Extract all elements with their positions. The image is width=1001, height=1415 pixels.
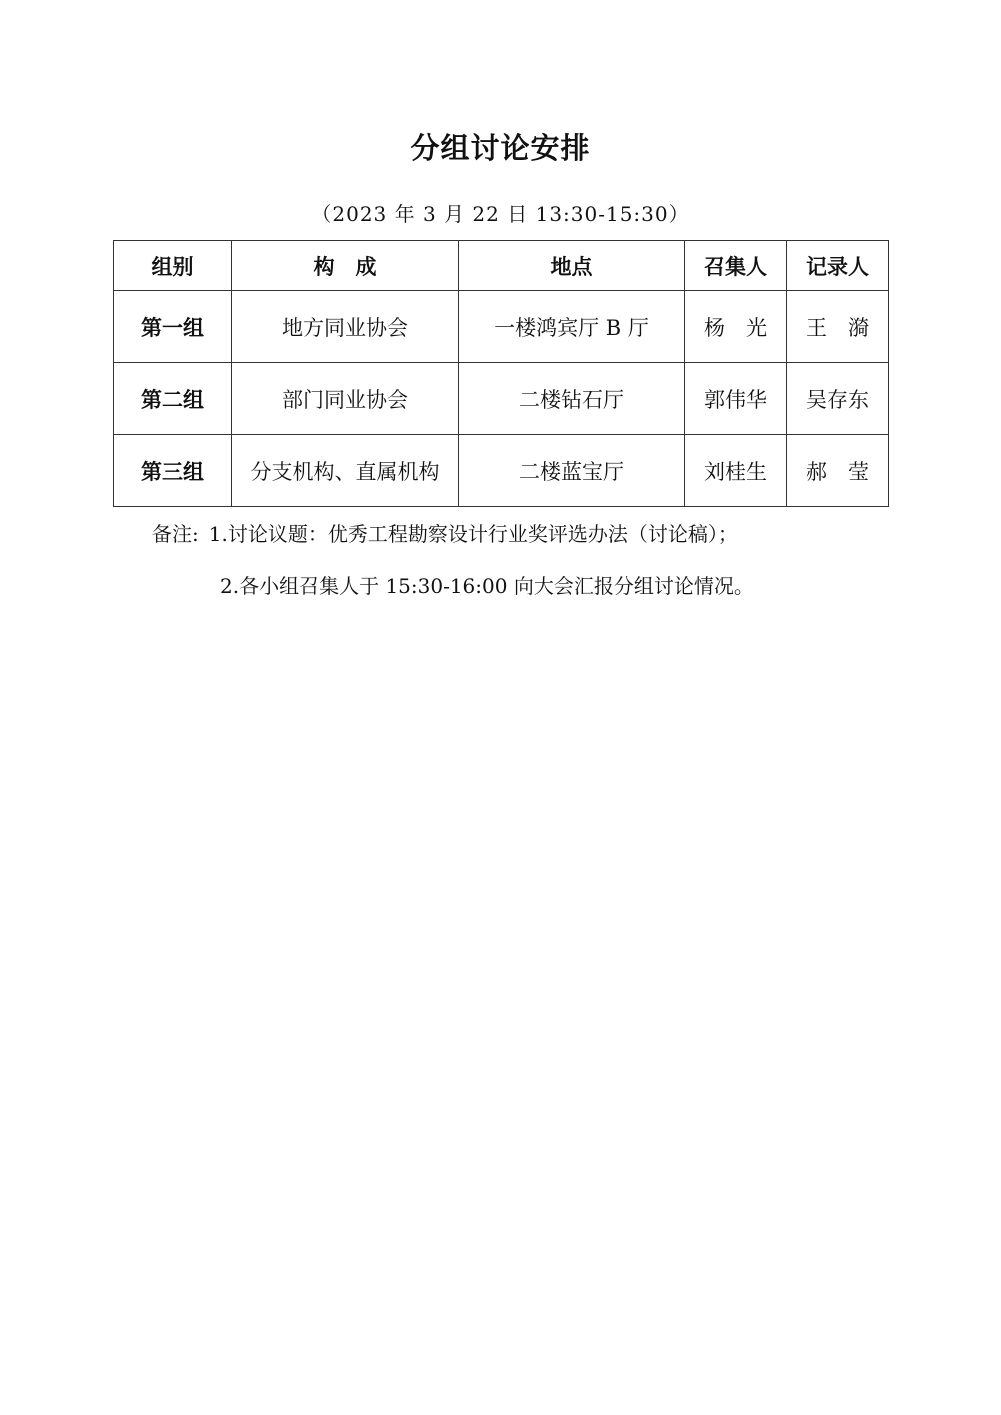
page-title: 分组讨论安排 xyxy=(410,131,591,165)
table-row xyxy=(114,435,889,507)
location-cell: 二楼钻石厅 xyxy=(459,363,685,435)
location-cell: 一楼鸿宾厅 B 厅 xyxy=(459,291,685,363)
header-recorder: 记录人 xyxy=(787,241,889,291)
convener-cell: 郭伟华 xyxy=(685,363,787,435)
recorder-cell: 吴存东 xyxy=(787,363,889,435)
table-row xyxy=(114,291,889,363)
header-composition: 构 成 xyxy=(232,241,459,291)
group-cell: 第一组 xyxy=(114,291,232,363)
table-row xyxy=(114,363,889,435)
recorder-cell: 王 漪 xyxy=(787,291,889,363)
composition-cell: 部门同业协会 xyxy=(232,363,459,435)
group-cell: 第二组 xyxy=(114,363,232,435)
location-cell: 二楼蓝宝厅 xyxy=(459,435,685,507)
note-line-1 xyxy=(152,518,738,547)
header-location: 地点 xyxy=(459,241,685,291)
table-header-row xyxy=(114,241,889,291)
note-line-2 xyxy=(220,570,754,599)
composition-cell: 分支机构、直属机构 xyxy=(232,435,459,507)
convener-cell: 杨 光 xyxy=(685,291,787,363)
group-cell: 第三组 xyxy=(114,435,232,507)
header-group: 组别 xyxy=(114,241,232,291)
date-time-subtitle: （2023 年 3 月 22 日 13:30-15:30） xyxy=(311,202,690,226)
note-item-2: 2.各小组召集人于 15:30-16:00 向大会汇报分组讨论情况。 xyxy=(220,574,754,598)
recorder-cell: 郝 莹 xyxy=(787,435,889,507)
note-item-1: 1.讨论议题：优秀工程勘察设计行业奖评选办法（讨论稿）； xyxy=(208,522,738,546)
header-convener: 召集人 xyxy=(685,241,787,291)
composition-cell: 地方同业协会 xyxy=(232,291,459,363)
schedule-table xyxy=(113,240,889,507)
convener-cell: 刘桂生 xyxy=(685,435,787,507)
note-label: 备注: xyxy=(152,522,199,546)
